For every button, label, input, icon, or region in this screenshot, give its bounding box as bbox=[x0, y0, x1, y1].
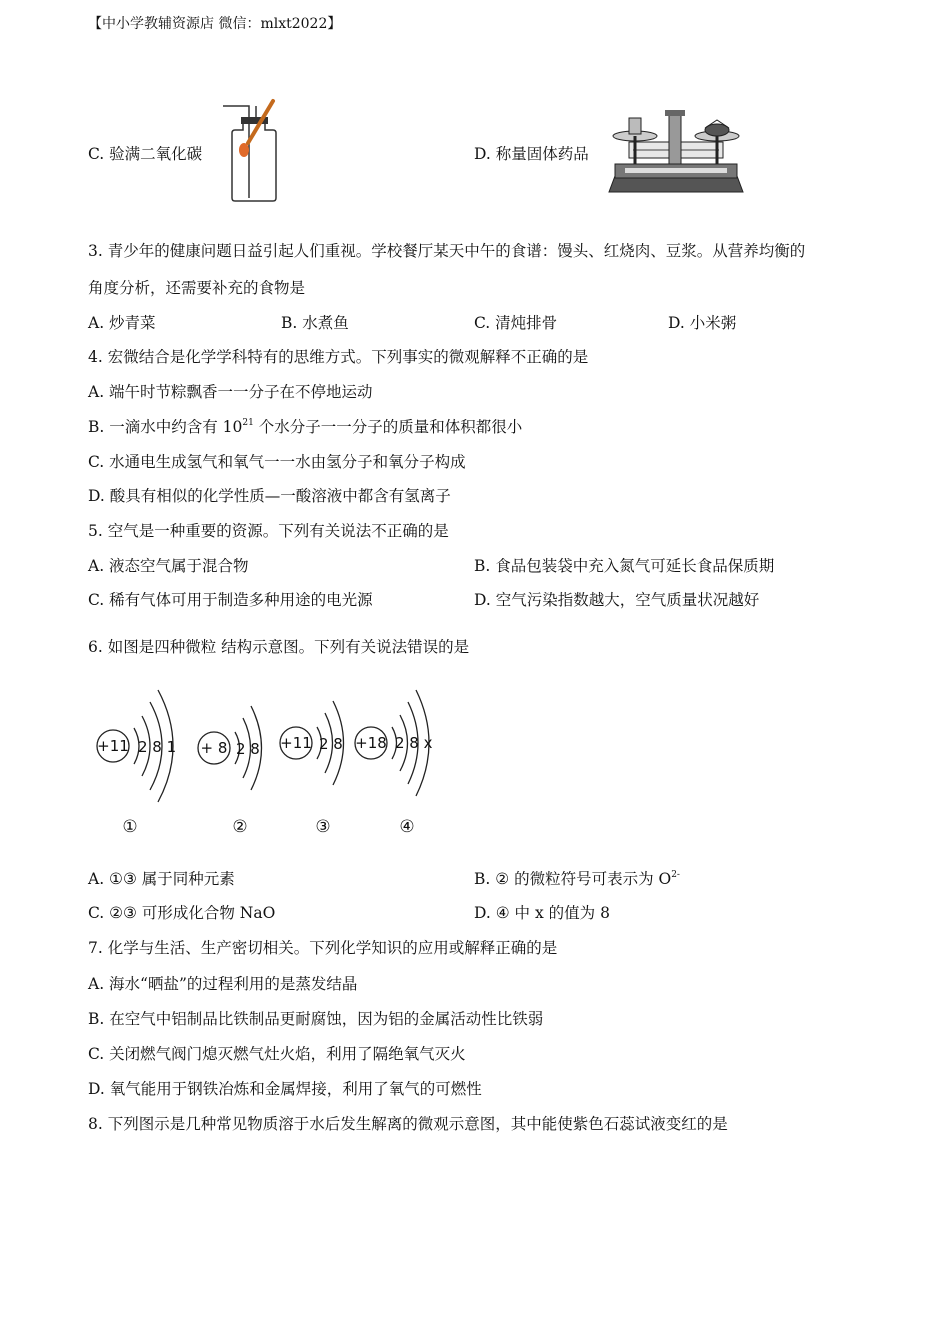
q6-option-a: A. ①③ 属于同种元素 bbox=[88, 870, 235, 888]
q3-stem-line2: 角度分析，还需要补充的食物是 bbox=[88, 279, 306, 297]
q5-option-a: A. 液态空气属于混合物 bbox=[88, 557, 249, 575]
q6-option-c: C. ②③ 可形成化合物 NaO bbox=[88, 904, 276, 922]
q6-stem: 6. 如图是四种微粒 结构示意图。下列有关说法错误的是 bbox=[88, 638, 470, 656]
q3-option-a: A. 炒青菜 bbox=[88, 314, 156, 332]
q5-stem: 5. 空气是一种重要的资源。下列有关说法不正确的是 bbox=[88, 522, 449, 540]
q6-option-d: D. ④ 中 x 的值为 8 bbox=[474, 904, 610, 922]
q3-option-c: C. 清炖排骨 bbox=[474, 314, 558, 332]
q6-option-b-charge: 2- bbox=[671, 870, 680, 880]
q8-stem: 8. 下列图示是几种常见物质溶于水后发生解离的微观示意图，其中能使紫色石蕊试液变红的是 bbox=[88, 1115, 728, 1133]
atom4-label: ④ bbox=[399, 817, 415, 837]
q7-option-a: A. 海水“晒盐”的过程利用的是蒸发结晶 bbox=[88, 975, 358, 993]
q4-option-b bbox=[88, 417, 522, 437]
gas-bottle-figure bbox=[215, 98, 285, 204]
q4-option-b-exponent: 21 bbox=[242, 418, 254, 428]
atom1-nucleus: +11 bbox=[97, 737, 129, 755]
atom1-shells: 2 8 1 bbox=[138, 738, 177, 756]
atom3-label: ③ bbox=[315, 817, 331, 837]
q6-option-b-text: B. ② 的微粒符号可表示为 O bbox=[474, 870, 672, 888]
page-header: 【中小学教辅资源店 微信：mlxt2022】 bbox=[88, 16, 342, 32]
q4-option-c: C. 水通电生成氢气和氧气一一水由氢分子和氧分子构成 bbox=[88, 453, 466, 471]
q5-option-b: B. 食品包装袋中充入氮气可延长食品保质期 bbox=[474, 557, 775, 575]
atom1-label: ① bbox=[122, 817, 138, 837]
q4-option-d: D. 酸具有相似的化学性质—一酸溶液中都含有氢离子 bbox=[88, 487, 451, 505]
q4-option-b-post: 个水分子一一分子的质量和体积都很小 bbox=[253, 418, 523, 436]
q2-option-d: D. 称量固体药品 bbox=[474, 145, 589, 163]
atom2-nucleus: + 8 bbox=[200, 739, 228, 757]
q6-option-b bbox=[474, 869, 680, 889]
q4-option-b-pre: B. 一滴水中约含有 10 bbox=[88, 418, 243, 436]
balance-scale-figure bbox=[605, 106, 747, 198]
q7-option-d: D. 氧气能用于钢铁冶炼和金属焊接，利用了氧气的可燃性 bbox=[88, 1080, 482, 1098]
atom4-nucleus: +18 bbox=[355, 734, 387, 752]
q7-option-b: B. 在空气中铝制品比铁制品更耐腐蚀，因为铝的金属活动性比铁弱 bbox=[88, 1010, 544, 1028]
atom4-shells: 2 8 x bbox=[395, 734, 433, 752]
q5-option-c: C. 稀有气体可用于制造多种用途的电光源 bbox=[88, 591, 373, 609]
atom2-shells: 2 8 bbox=[236, 740, 260, 758]
q4-stem: 4. 宏微结合是化学学科特有的思维方式。下列事实的微观解释不正确的是 bbox=[88, 348, 589, 366]
atom2-label: ② bbox=[232, 817, 248, 837]
q7-stem: 7. 化学与生活、生产密切相关。下列化学知识的应用或解释正确的是 bbox=[88, 939, 558, 957]
q3-option-b: B. 水煮鱼 bbox=[281, 314, 349, 332]
atom-structure-diagram bbox=[90, 680, 450, 845]
q7-option-c: C. 关闭燃气阀门熄灭燃气灶火焰，利用了隔绝氧气灭火 bbox=[88, 1045, 466, 1063]
atom3-nucleus: +11 bbox=[280, 734, 312, 752]
q4-option-a: A. 端午时节粽飘香一一分子在不停地运动 bbox=[88, 383, 373, 401]
q5-option-d: D. 空气污染指数越大，空气质量状况越好 bbox=[474, 591, 760, 609]
q2-option-c: C. 验满二氧化碳 bbox=[88, 145, 203, 163]
atom3-shells: 2 8 bbox=[319, 735, 343, 753]
q3-option-d: D. 小米粥 bbox=[668, 314, 737, 332]
q3-stem-line1: 3. 青少年的健康问题日益引起人们重视。学校餐厅某天中午的食谱：馒头、红烧肉、豆浆。从营养均衡的 bbox=[88, 242, 806, 260]
